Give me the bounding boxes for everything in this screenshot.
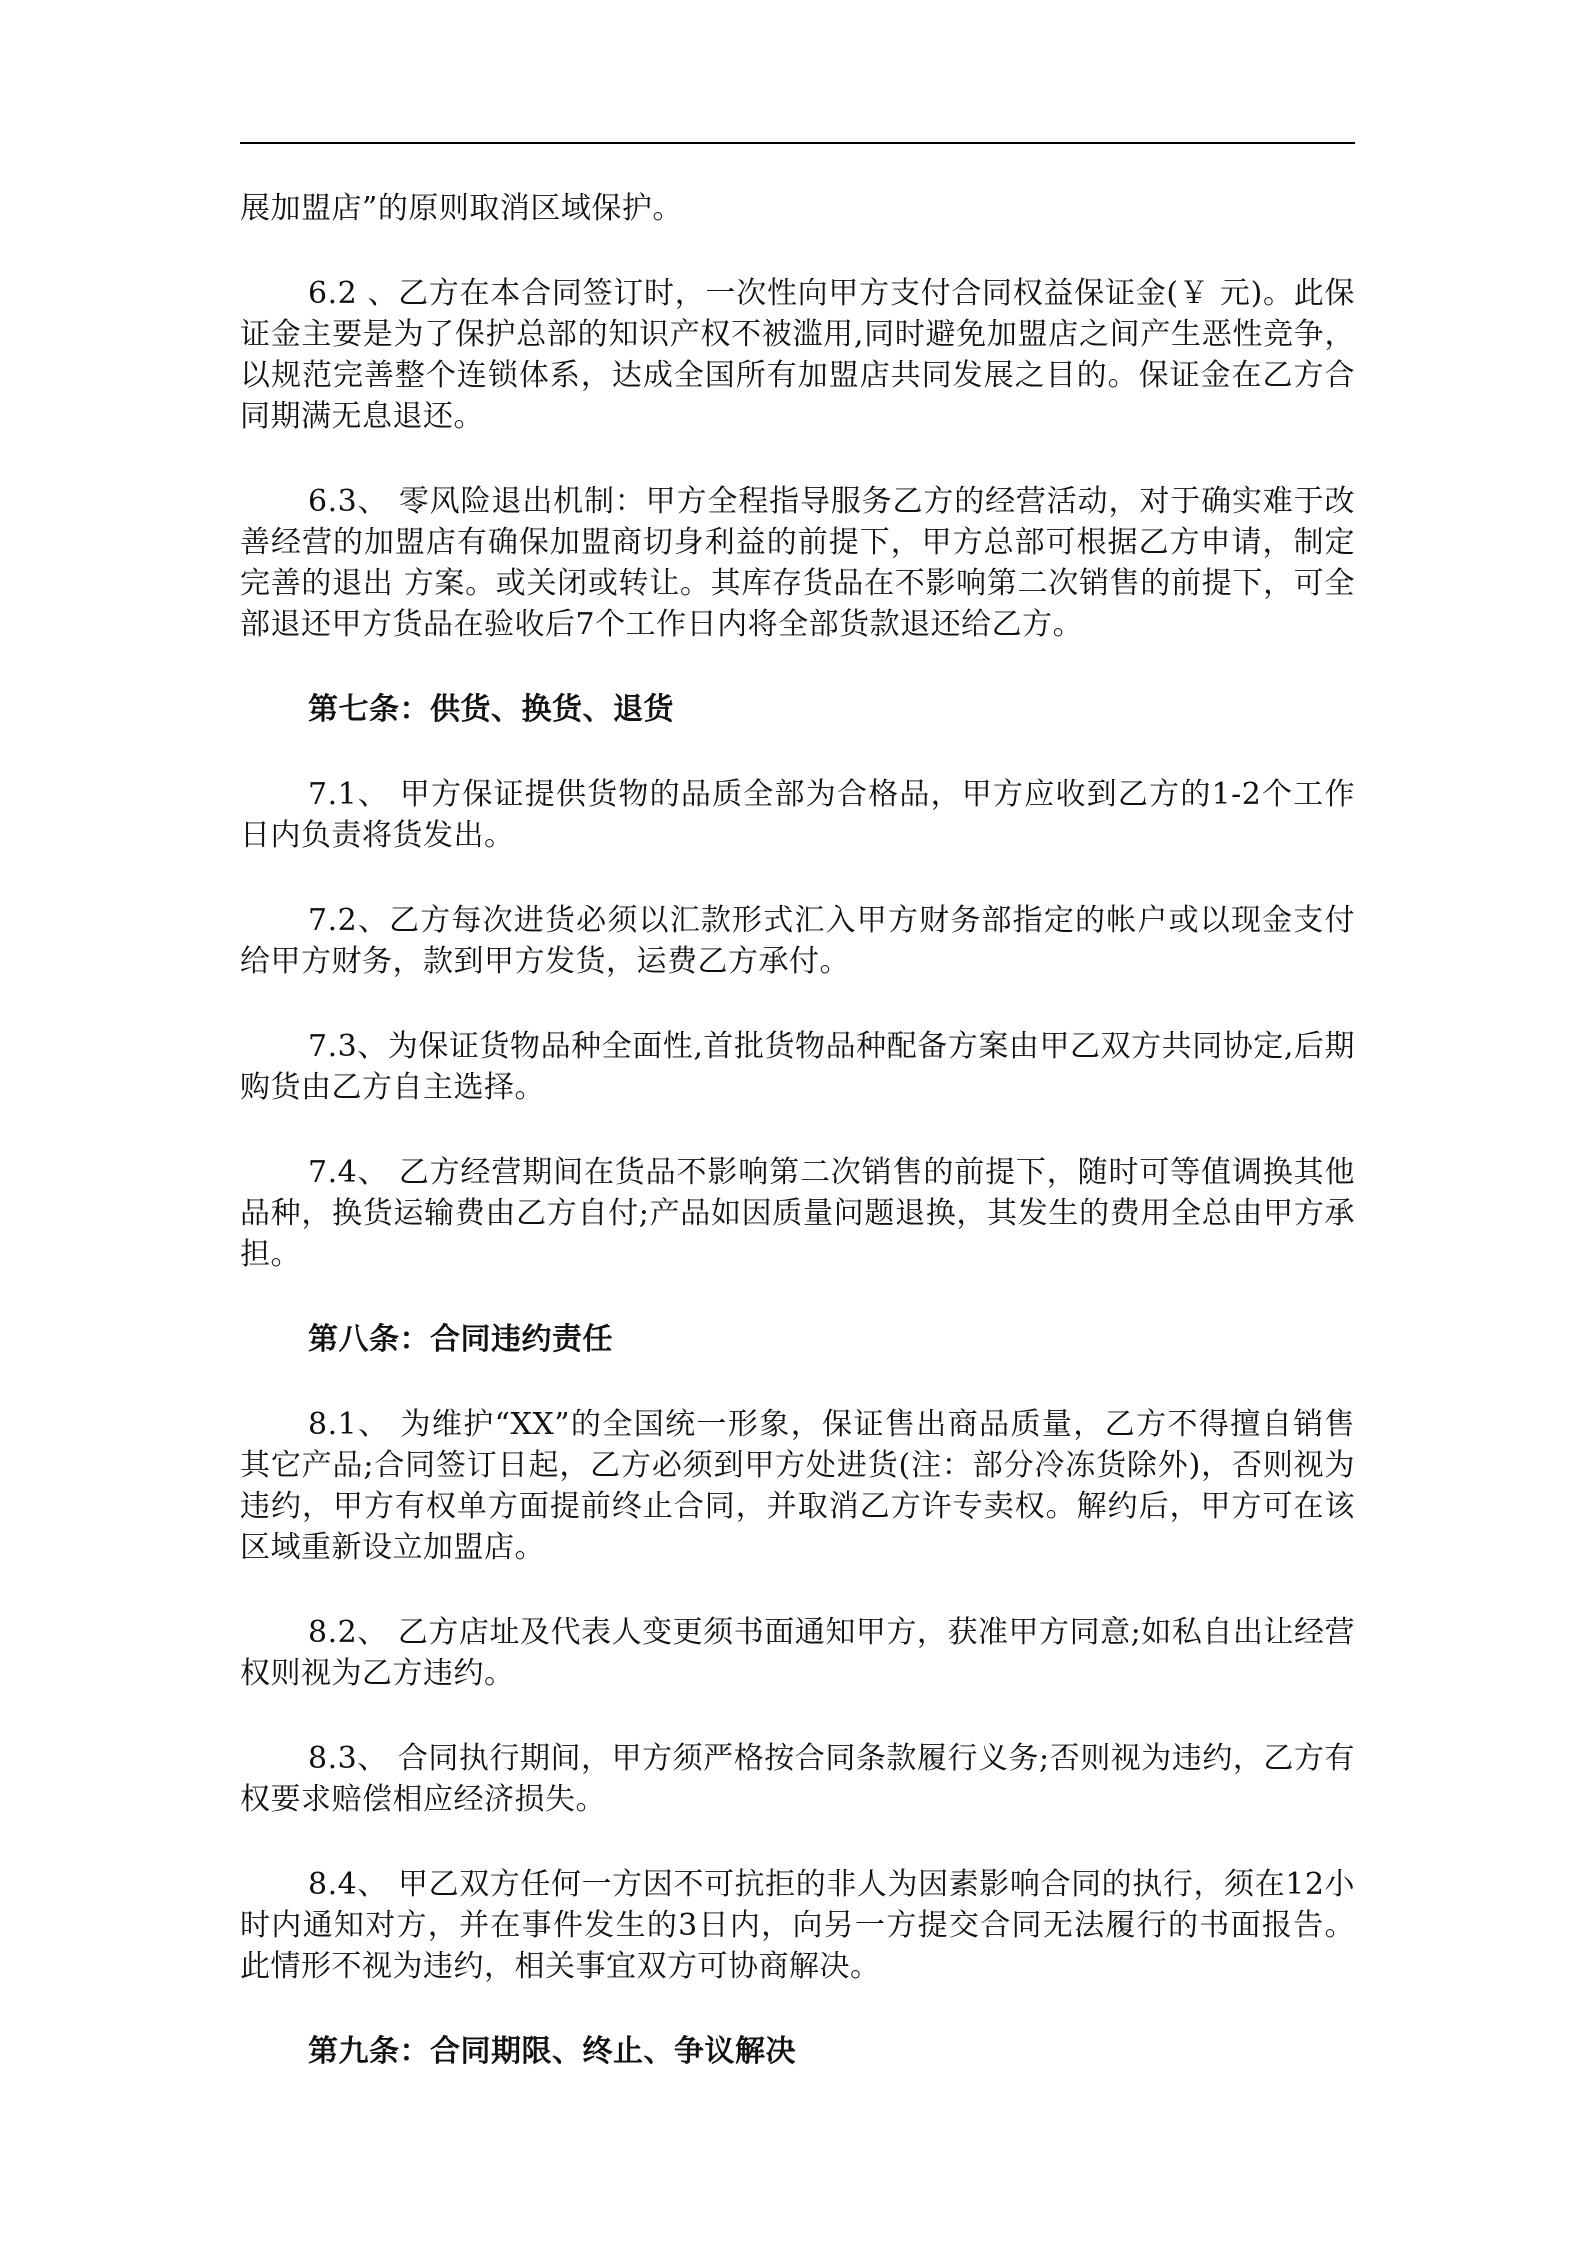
clause-8-4: 8.4、 甲乙双方任何一方因不可抗拒的非人为因素影响合同的执行，须在12小时内通知对方，并在事件发生的3日内，向另一方提交合同无法履行的书面报告。此情形不视为违约，相关事宜双方可协商解决。 <box>240 1867 1355 1984</box>
article-9-heading: 第九条：合同期限、终止、争议解决 <box>308 2034 796 2069</box>
paragraph-continuation: 展加盟店”的原则取消区域保护。 <box>240 191 683 226</box>
article-8-heading: 第八条：合同违约责任 <box>308 1322 613 1357</box>
clause-7-1: 7.1、 甲方保证提供货物的品质全部为合格品，甲方应收到乙方的1-2个工作日内负责将货发出。 <box>240 777 1355 853</box>
clause-6-2: 6.2 、乙方在本合同签订时，一次性向甲方支付合同权益保证金(￥ 元)。此保证金主要是为了保护总部的知识产权不被滥用,同时避免加盟店之间产生恶性竞争，以规范完善整个连锁体系，达成全国所有加盟店共同发展之目的。保证金在乙方合同期满无息退还。 <box>240 276 1355 434</box>
clause-8-1: 8.1、 为维护“XX”的全国统一形象，保证售出商品质量，乙方不得擅自销售其它产品;合同签订日起，乙方必须到甲方处进货(注：部分冷冻货除外)，否则视为违约，甲方有权单方面提前终止合同，并取消乙方许专卖权。解约后，甲方可在该区域重新设立加盟店。 <box>240 1407 1355 1565</box>
document-body <box>240 188 1355 2116</box>
clause-8-3: 8.3、 合同执行期间，甲方须严格按合同条款履行义务;否则视为违约，乙方有权要求赔偿相应经济损失。 <box>240 1741 1355 1817</box>
article-7-heading: 第七条：供货、换货、退货 <box>308 692 674 727</box>
clause-7-3: 7.3、为保证货物品种全面性,首批货物品种配备方案由甲乙双方共同协定,后期购货由乙方自主选择。 <box>240 1029 1355 1105</box>
header-rule <box>240 142 1355 144</box>
clause-8-2: 8.2、 乙方店址及代表人变更须书面通知甲方，获准甲方同意;如私自出让经营权则视为乙方违约。 <box>240 1615 1355 1691</box>
clause-7-4: 7.4、 乙方经营期间在货品不影响第二次销售的前提下，随时可等值调换其他品种，换货运输费由乙方自付;产品如因质量问题退换，其发生的费用全总由甲方承担。 <box>240 1155 1355 1272</box>
clause-6-3: 6.3、 零风险退出机制：甲方全程指导服务乙方的经营活动，对于确实难于改善经营的加盟店有确保加盟商切身利益的前提下，甲方总部可根据乙方申请，制定完善的退出 方案。或关闭或转让。其库存货品在不影响第二次销售的前提下，可全部退还甲方货品在验收后7个工作日内将全部货款退还给乙方。 <box>240 484 1355 642</box>
clause-7-2: 7.2、乙方每次进货必须以汇款形式汇入甲方财务部指定的帐户或以现金支付给甲方财务，款到甲方发货，运费乙方承付。 <box>240 903 1355 979</box>
